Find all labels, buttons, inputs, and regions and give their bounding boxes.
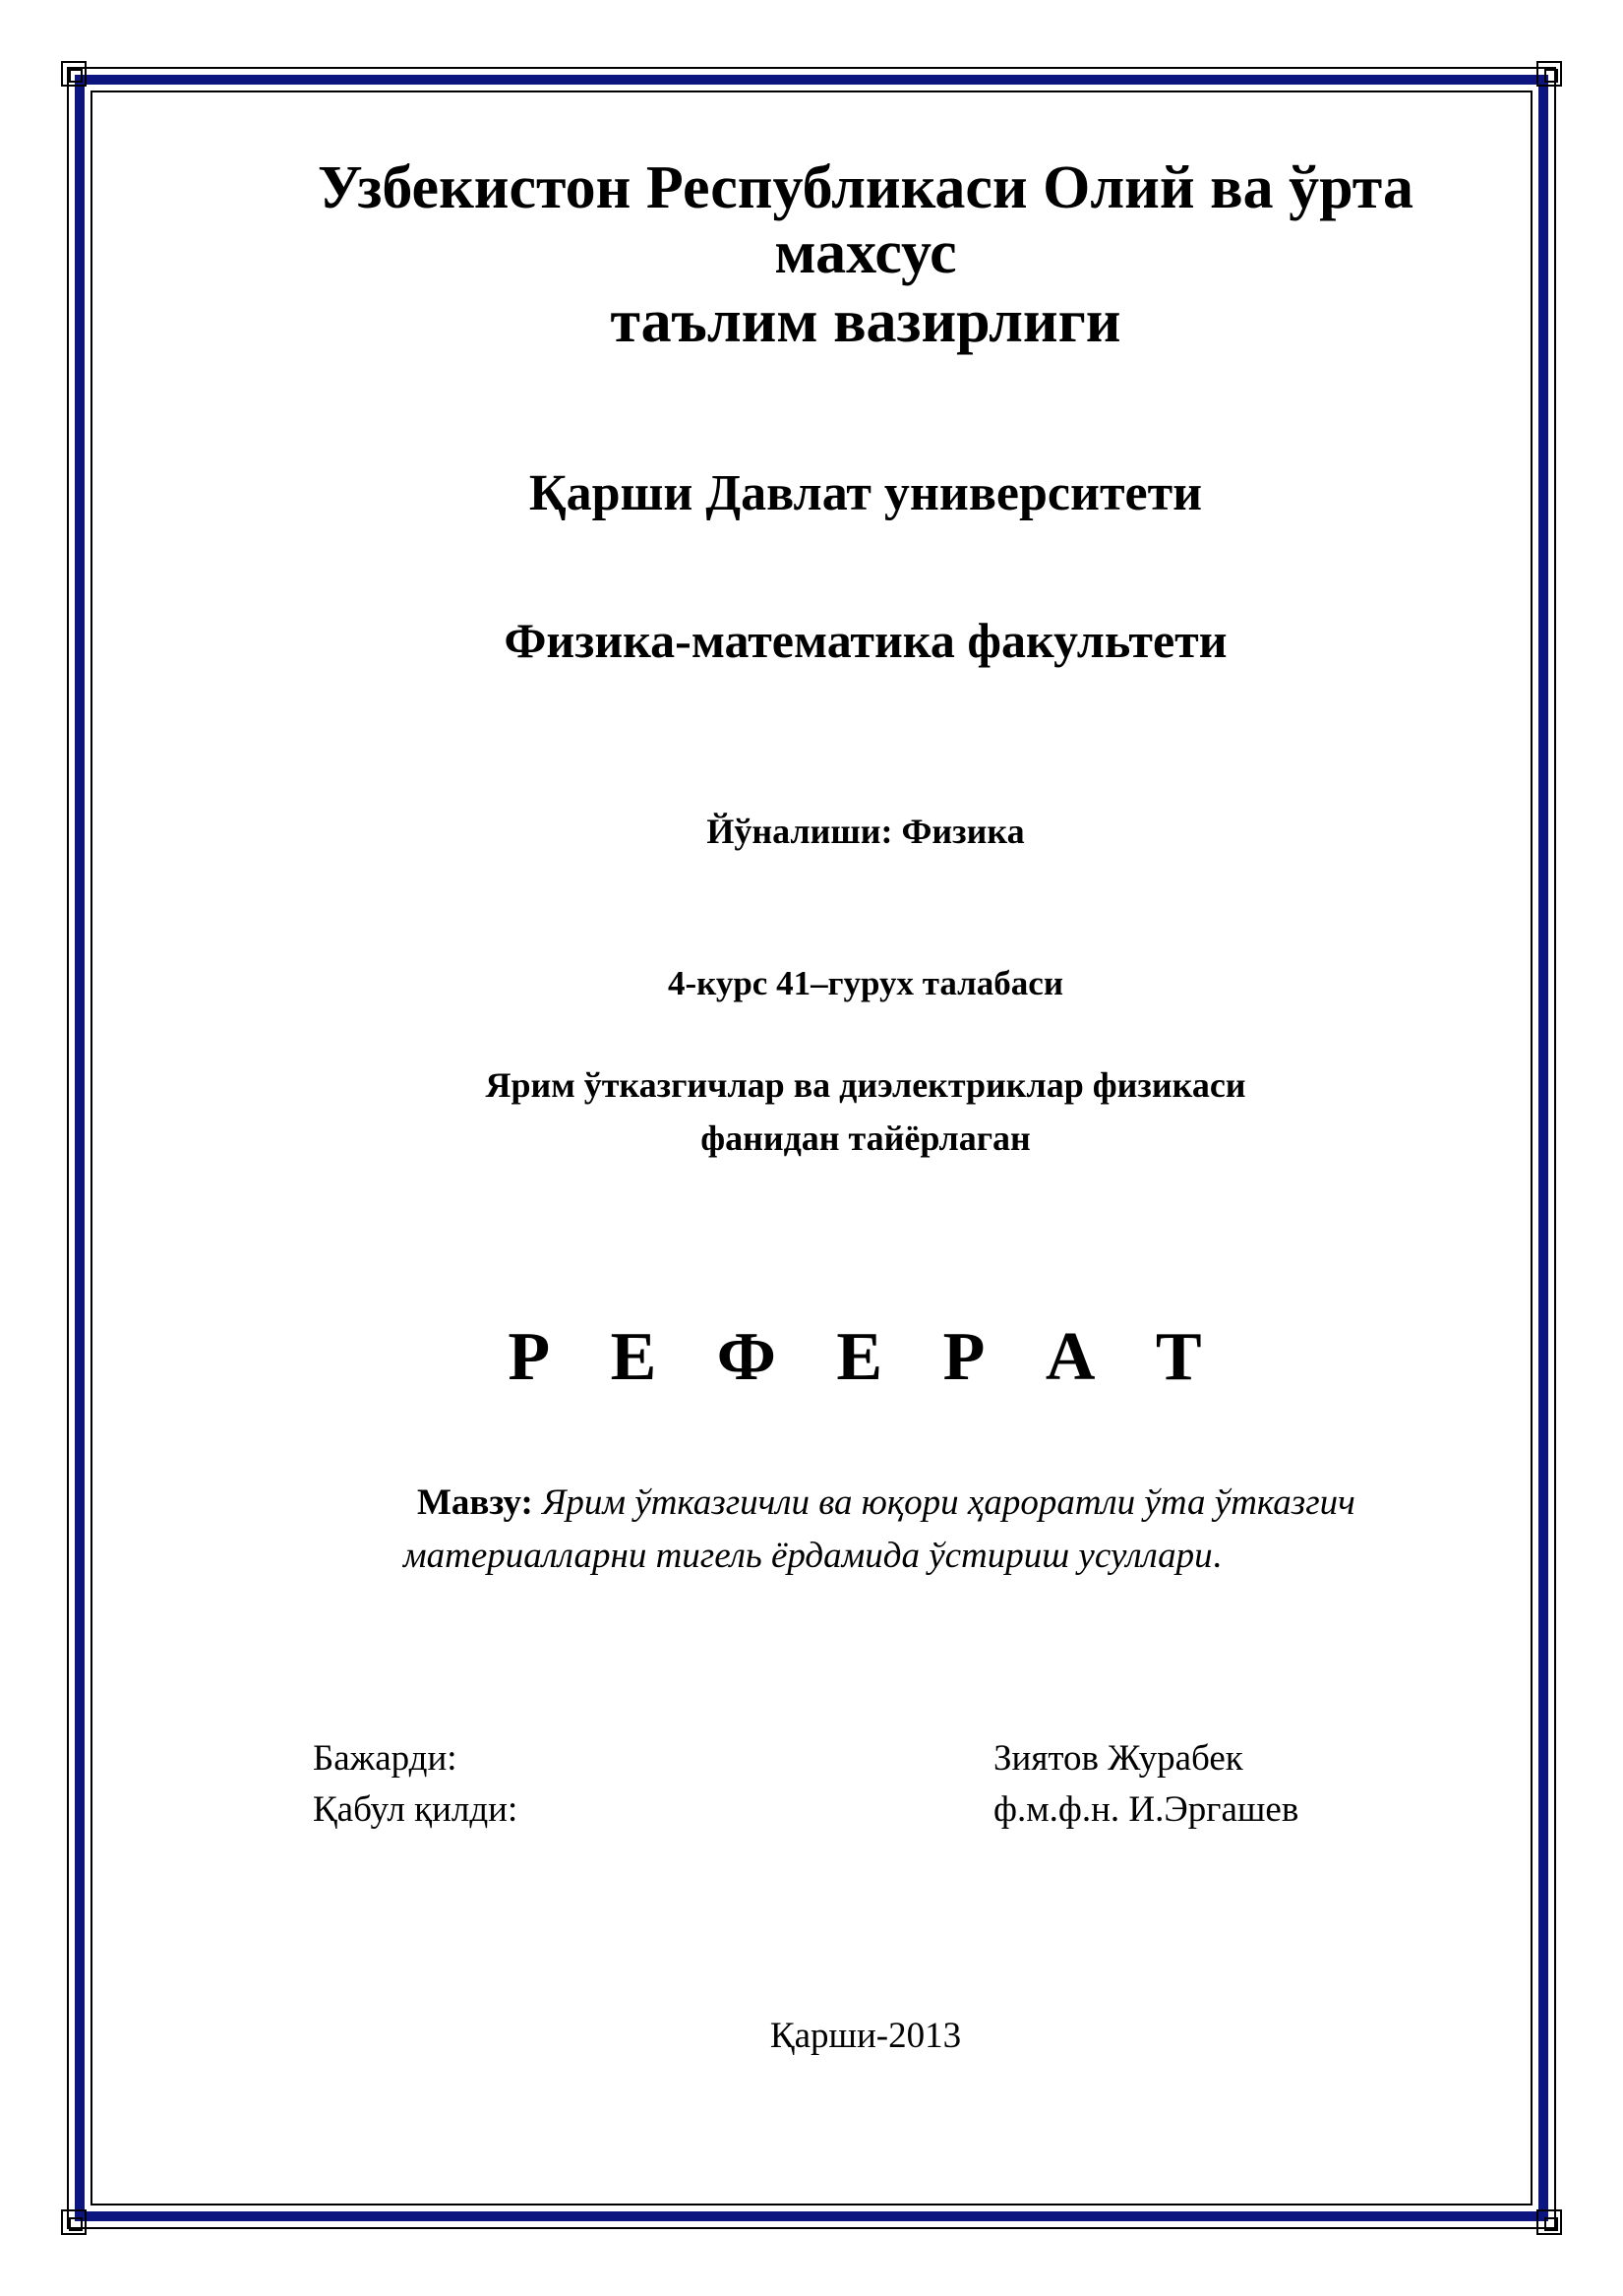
border-corner-ornament [61,61,87,87]
document-type-title: Р Е Ф Е Р А Т [508,1319,1224,1395]
topic-end-mark: . [1212,1536,1222,1576]
ministry-line-1: Узбекистон Республикаси Олий ва ўрта [318,154,1413,221]
ministry-line-3: таълим вазирлиги [610,288,1121,355]
border-corner-ornament [1536,2209,1562,2235]
topic-text-1: Ярим ўтказгичли ва юқори ҳароратли ўта ўтказгич [542,1482,1355,1523]
topic-text-2: материалларни тигель ёрдамида ўстириш усуллари [403,1536,1213,1576]
place-year: Қарши-2013 [769,2016,962,2056]
performed-by-name: Зиятов Журабек [993,1738,1243,1779]
ministry-line-2: махсус [774,219,957,286]
accepted-by-label: Қабул қилди: [313,1789,518,1830]
study-direction: Йўналиши: Физика [706,812,1025,851]
faculty-name: Физика-математика факультети [504,613,1228,668]
subject-line-2: фанидан тайёрлаган [700,1118,1031,1158]
university-name: Қарши Давлат университети [528,465,1203,521]
ministry-heading [177,155,1554,354]
topic-label: Мавзу: [417,1482,533,1523]
border-corner-ornament [61,2209,87,2235]
subject-line-1: Ярим ўтказгичлар ва диэлектриклар физикаси [485,1065,1246,1105]
accepted-by-name: ф.м.ф.н. И.Эргашев [993,1789,1299,1830]
topic-line-1 [417,1481,1355,1524]
topic-line-2 [403,1535,1222,1577]
border-corner-ornament [1536,61,1562,87]
performed-by-label: Бажарди: [313,1738,457,1779]
student-course: 4-курс 41–гурух талабаси [668,964,1063,1002]
